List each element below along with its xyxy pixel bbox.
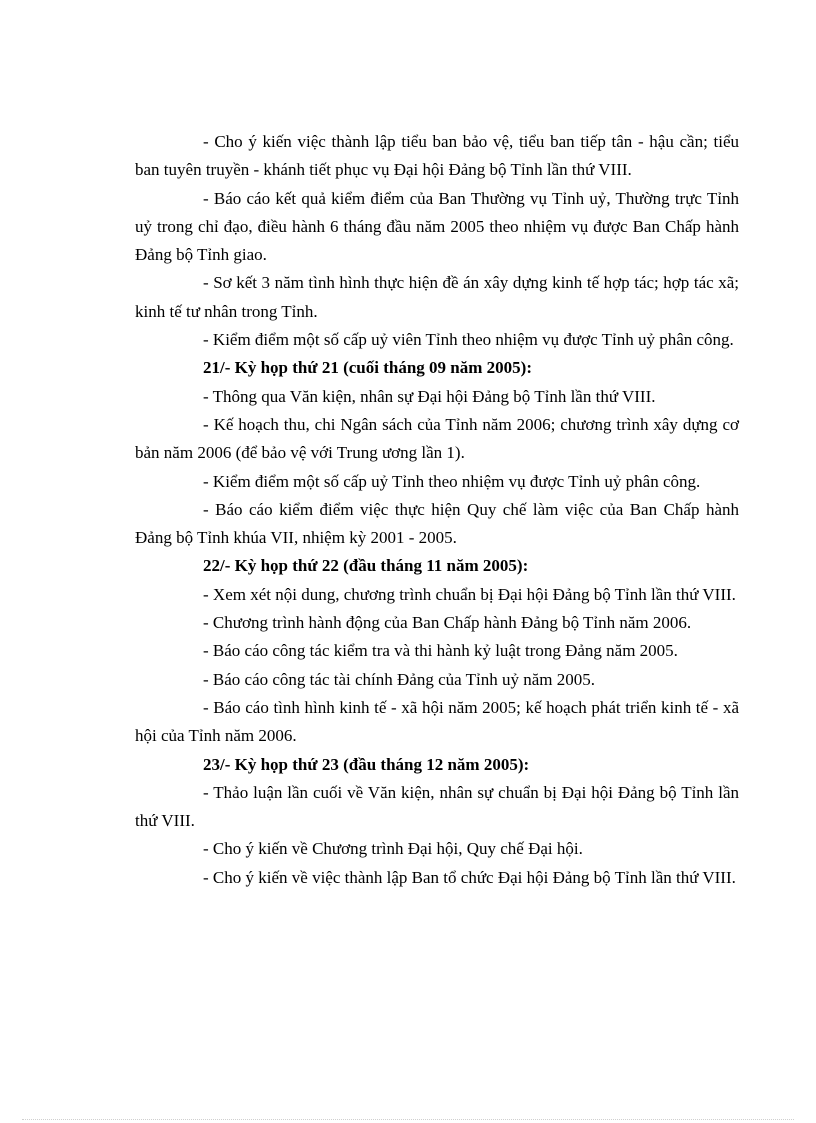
paragraph: - Báo cáo tình hình kinh tế - xã hội năm 2005; kế hoạch phát triển kinh tế - xã hội của Tỉnh năm 2006. bbox=[135, 697, 739, 746]
section-heading-21: 21/- Kỳ họp thứ 21 (cuối tháng 09 năm 2005): bbox=[203, 358, 532, 378]
paragraph: - Kiểm điểm một số cấp uỷ viên Tỉnh theo nhiệm vụ được Tỉnh uỷ phân công. bbox=[203, 330, 734, 350]
paragraph: - Cho ý kiến việc thành lập tiểu ban bảo vệ, tiểu ban tiếp tân - hậu cần; tiểu ban tuyên truyền - khánh tiết phục vụ Đại hội Đảng bộ Tỉnh lần thứ VIII. bbox=[135, 132, 739, 180]
page-bottom-divider bbox=[22, 1119, 794, 1120]
paragraph: - Kiểm điểm một số cấp uỷ Tỉnh theo nhiệm vụ được Tỉnh uỷ phân công. bbox=[203, 471, 701, 491]
paragraph: - Xem xét nội dung, chương trình chuẩn bị Đại hội Đảng bộ Tỉnh lần thứ VIII. bbox=[203, 584, 736, 604]
document-page bbox=[135, 128, 739, 892]
paragraph: - Thảo luận lần cuối về Văn kiện, nhân sự chuẩn bị Đại hội Đảng bộ Tỉnh lần thứ VIII. bbox=[135, 782, 739, 831]
section-heading-22: 22/- Kỳ họp thứ 22 (đầu tháng 11 năm 2005): bbox=[203, 556, 529, 576]
paragraph: - Thông qua Văn kiện, nhân sự Đại hội Đảng bộ Tỉnh lần thứ VIII. bbox=[203, 386, 656, 406]
paragraph: - Báo cáo kiểm điểm việc thực hiện Quy chế làm việc của Ban Chấp hành Đảng bộ Tỉnh khúa VII, nhiệm kỳ 2001 - 2005. bbox=[135, 499, 739, 548]
section-heading-23: 23/- Kỳ họp thứ 23 (đầu tháng 12 năm 2005): bbox=[203, 754, 530, 774]
paragraph: - Báo cáo công tác tài chính Đảng của Tỉnh uỷ năm 2005. bbox=[203, 669, 595, 689]
paragraph: - Cho ý kiến về Chương trình Đại hội, Quy chế Đại hội. bbox=[203, 839, 583, 859]
paragraph: - Báo cáo kết quả kiểm điểm của Ban Thường vụ Tỉnh uỷ, Thường trực Tỉnh uỷ trong chỉ đạo, điều hành 6 tháng đầu năm 2005 theo nhiệm vụ được Ban Chấp hành Đảng bộ Tỉnh giao. bbox=[135, 188, 739, 265]
paragraph: - Chương trình hành động của Ban Chấp hành Đảng bộ Tỉnh năm 2006. bbox=[203, 613, 692, 633]
paragraph: - Cho ý kiến về việc thành lập Ban tổ chức Đại hội Đảng bộ Tỉnh lần thứ VIII. bbox=[203, 867, 736, 887]
paragraph: - Báo cáo công tác kiểm tra và thi hành kỷ luật trong Đảng năm 2005. bbox=[203, 641, 678, 661]
paragraph: - Kế hoạch thu, chi Ngân sách của Tỉnh năm 2006; chương trình xây dựng cơ bản năm 2006 (để bảo vệ với Trung ương lần 1). bbox=[135, 414, 739, 463]
paragraph: - Sơ kết 3 năm tình hình thực hiện đề án xây dựng kinh tế hợp tác; hợp tác xã; kinh tế tư nhân trong Tỉnh. bbox=[135, 273, 739, 321]
